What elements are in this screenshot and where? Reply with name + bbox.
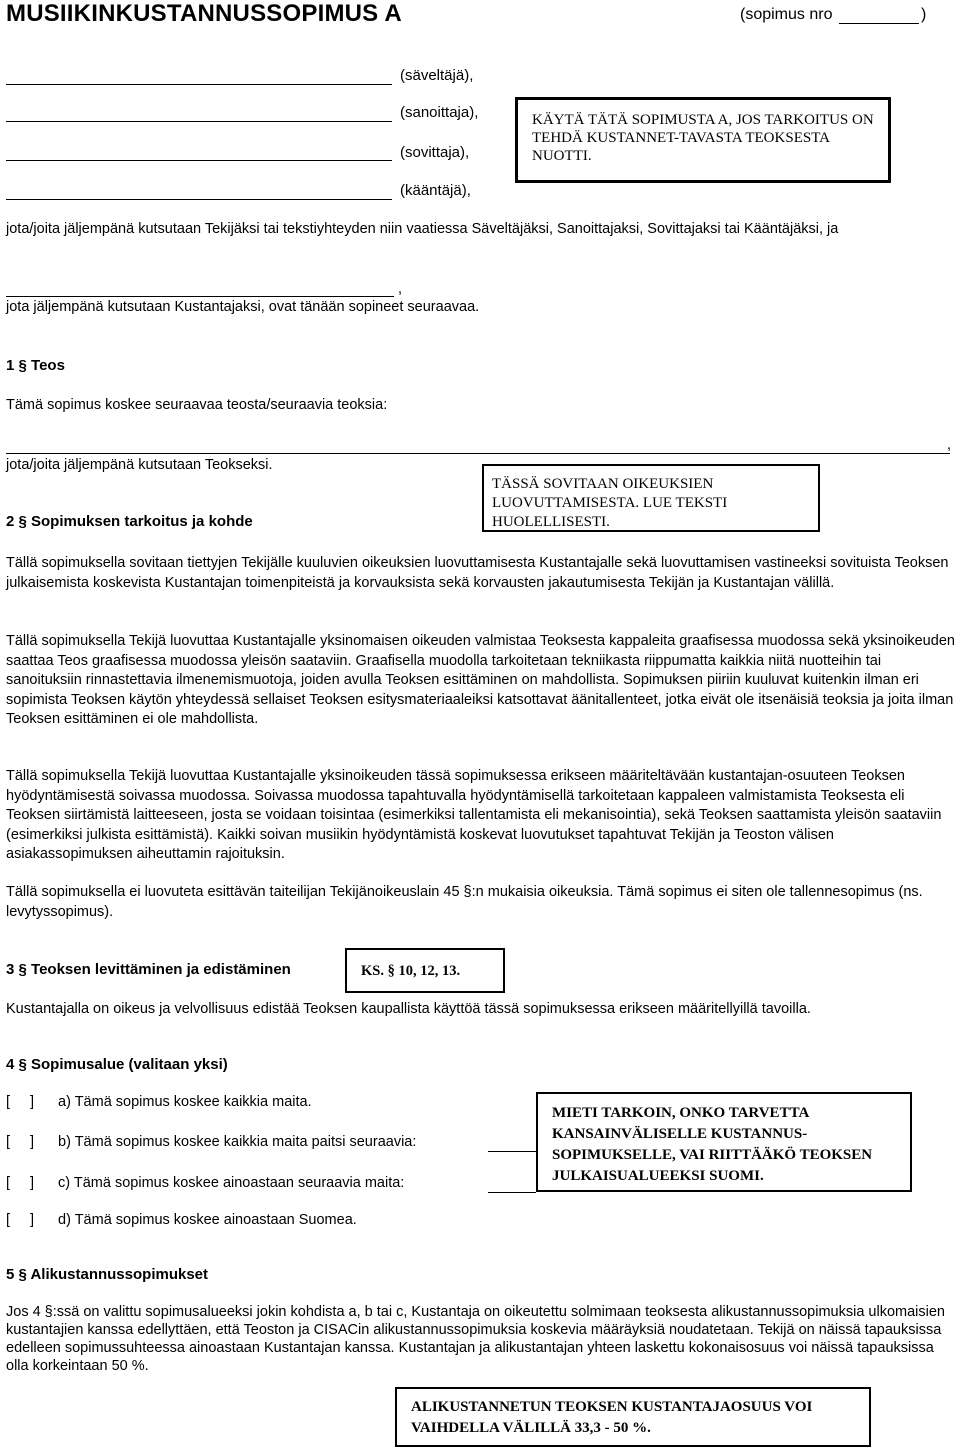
section-2-paragraph-2: Tällä sopimuksella Tekijä luovuttaa Kustantajalle yksinomaisen oikeuden valmistaa Teoksesta kappaleita graafisessa muodossa sekä yksinoikeuden saattaa Teos graafisessa muodossa yleisön saataviin. Graafisella muodolla tarkoitetaan tekniikasta riippumatta kaikkia niitä nuotteihin tai sanoituksiin rinnastettavia ilmenemismuotoja, joiden avulla Teoksen esittäminen on mahdollista. Sopimuksen piiriin kuuluvat kuitenkin ilman eri sopimista Teoksen käytön yhteydessä sellaiset Teoksen esitysmateriaaleiksi katsottavat äänitallenteet, jotka eivät ole itsenäisiä teoksia ja joita ilman Teoksen esittäminen ei ole mahdollista. bbox=[6, 633, 955, 727]
rights-note-box bbox=[482, 464, 820, 532]
rights-note-text: TÄSSÄ SOVITAAN OIKEUKSIEN LUOVUTTAMISESTA. LUE TEKSTI HUOLELLISESTI. bbox=[492, 476, 728, 530]
option-b bbox=[6, 1134, 416, 1150]
option-a-checkbox[interactable]: [ ] bbox=[6, 1094, 43, 1110]
work-title-comma: , bbox=[947, 437, 952, 453]
section-2-paragraph-1: Tällä sopimuksella sovitaan tiettyjen Tekijälle kuuluvien oikeuksien luovuttamisesta Kustantajalle sekä luovuttamisen vastineeksi sovituista Teoksen julkaisemista koskevista Kustantajan toimenpiteistä ja korvauksista sekä korvausten jakautumisesta Tekijän ja Kustantajan välillä. bbox=[6, 555, 949, 591]
option-b-field[interactable] bbox=[488, 1151, 536, 1152]
section-2-paragraph-3: Tällä sopimuksella Tekijä luovuttaa Kustantajalle yksinoikeuden tässä sopimuksessa erikseen määriteltävään kustantajan-osuuteen Teoksen hyödyntämisestä soivassa muodossa. Soivassa muodossa tapahtuvalla hyödyntämisellä tarkoitetaan kappaleen valmistamista Teoksesta eli Teoksen siirtämistä laitteeseen, josta se voidaan toisintaa (esimerkiksi tallentamista eli mekanisointia), sekä Teoksen saattamista yleisön saataviin (esimerkiksi julkista esittämistä). Kaikki soivan musiikin hyödyntämistä koskevat luovutukset tapahtuvat Tekijän ja Teoston välisen asiakassopimuksen aiheuttamin rajoituksin. bbox=[6, 768, 942, 862]
translator-field[interactable] bbox=[6, 199, 392, 200]
option-d bbox=[6, 1212, 357, 1228]
sub-note-box bbox=[395, 1387, 871, 1447]
contract-number-field[interactable] bbox=[839, 9, 919, 24]
section-5-paragraph: Jos 4 §:ssä on valittu sopimusalueeksi jokin kohdista a, b tai c, Kustantaja on oikeutettu solmimaan teoksesta alikustannussopimuksia ulkomaisien kustantajien kanssa edellyttäen, että Teoston ja CISACin alikustannussopimuksia koskevia määräyksiä noudatetaan. Tekijä on näissä tapauksissa edelleen sopimussuhteessa ainoastaan Kustantajan kanssa. Kustantajan ja alikustantajan yhteen laskettu kokonaisosuus voi näissä tapauksissa olla korkeintaan 50 %. bbox=[6, 1304, 945, 1374]
arranger-label: (sovittaja), bbox=[400, 144, 470, 161]
section-3-title: 3 § Teoksen levittäminen ja edistäminen bbox=[6, 961, 291, 978]
publisher-comma: , bbox=[398, 281, 403, 297]
contract-number-suffix: ) bbox=[920, 6, 927, 23]
section-4-title: 4 § Sopimusalue (valitaan yksi) bbox=[6, 1056, 228, 1073]
option-d-label: d) Tämä sopimus koskee ainoastaan Suomea. bbox=[58, 1212, 357, 1228]
contract-number bbox=[740, 6, 926, 24]
lyricist-label: (sanoittaja), bbox=[400, 104, 479, 121]
section-3-paragraph: Kustantajalla on oikeus ja velvollisuus edistää Teoksen kaupallista käyttöä tässä sopimuksessa erikseen määritellyillä tavoilla. bbox=[6, 1001, 811, 1017]
option-c-field[interactable] bbox=[488, 1192, 536, 1193]
sub-note-text: ALIKUSTANNETUN TEOKSEN KUSTANTAJAOSUUS VOI VAIHDELLA VÄLILLÄ 33,3 - 50 %. bbox=[411, 1399, 813, 1436]
use-note-text: KÄYTÄ TÄTÄ SOPIMUSTA A, JOS TARKOITUS ON TEHDÄ KUSTANNET-TAVASTA TEOKSESTA NUOTTI. bbox=[532, 112, 874, 164]
intro-paragraph: jota/joita jäljempänä kutsutaan Tekijäksi tai tekstiyhteyden niin vaatiessa Säveltäjäksi, Sanoittajaksi, Sovittajaksi tai Kääntäjäksi, ja bbox=[6, 221, 839, 237]
see-note-box bbox=[345, 948, 505, 993]
option-a-label: a) Tämä sopimus koskee kaikkia maita. bbox=[58, 1094, 312, 1110]
composer-field[interactable] bbox=[6, 84, 392, 85]
translator-label: (kääntäjä), bbox=[400, 182, 471, 199]
option-b-label: b) Tämä sopimus koskee kaikkia maita paitsi seuraavia: bbox=[58, 1134, 417, 1150]
lyricist-field[interactable] bbox=[6, 121, 392, 122]
see-note-text: KS. § 10, 12, 13. bbox=[361, 963, 461, 979]
section-1-paragraph: Tämä sopimus koskee seuraavaa teosta/seuraavia teoksia: bbox=[6, 397, 388, 413]
territory-note-box bbox=[536, 1092, 912, 1192]
option-c-label: c) Tämä sopimus koskee ainoastaan seuraavia maita: bbox=[58, 1175, 405, 1191]
document-title: MUSIIKINKUSTANNUSSOPIMUS A bbox=[6, 0, 402, 27]
use-note-box bbox=[515, 97, 891, 183]
section-1-title: 1 § Teos bbox=[6, 357, 65, 374]
section-2-title: 2 § Sopimuksen tarkoitus ja kohde bbox=[6, 513, 253, 530]
territory-note-text: MIETI TARKOIN, ONKO TARVETTA KANSAINVÄLISELLE KUSTANNUS-SOPIMUKSELLE, VAI RIITTÄÄKÖ TEOKSEN JULKAISUALUEEKSI SUOMI. bbox=[552, 1105, 873, 1184]
composer-label: (säveltäjä), bbox=[400, 67, 474, 84]
contract-number-prefix: (sopimus nro bbox=[740, 6, 833, 23]
section-5-title: 5 § Alikustannussopimukset bbox=[6, 1266, 209, 1283]
publisher-paragraph: jota jäljempänä kutsutaan Kustantajaksi, ovat tänään sopineet seuraavaa. bbox=[6, 299, 480, 315]
option-c-checkbox[interactable]: [ ] bbox=[6, 1175, 43, 1191]
option-a bbox=[6, 1094, 312, 1110]
work-title-field[interactable] bbox=[6, 453, 950, 454]
option-d-checkbox[interactable]: [ ] bbox=[6, 1212, 43, 1228]
publisher-field[interactable] bbox=[6, 296, 394, 297]
section-1-paragraph-2: jota/joita jäljempänä kutsutaan Teokseksi. bbox=[6, 457, 273, 473]
option-b-checkbox[interactable]: [ ] bbox=[6, 1134, 43, 1150]
option-c bbox=[6, 1175, 404, 1191]
arranger-field[interactable] bbox=[6, 160, 392, 161]
section-2-paragraph-4: Tällä sopimuksella ei luovuteta esittävän taiteilijan Tekijänoikeuslain 45 §:n mukaisia oikeuksia. Tämä sopimus ei siten ole tallennesopimus (ns. levytyssopimus). bbox=[6, 884, 923, 920]
